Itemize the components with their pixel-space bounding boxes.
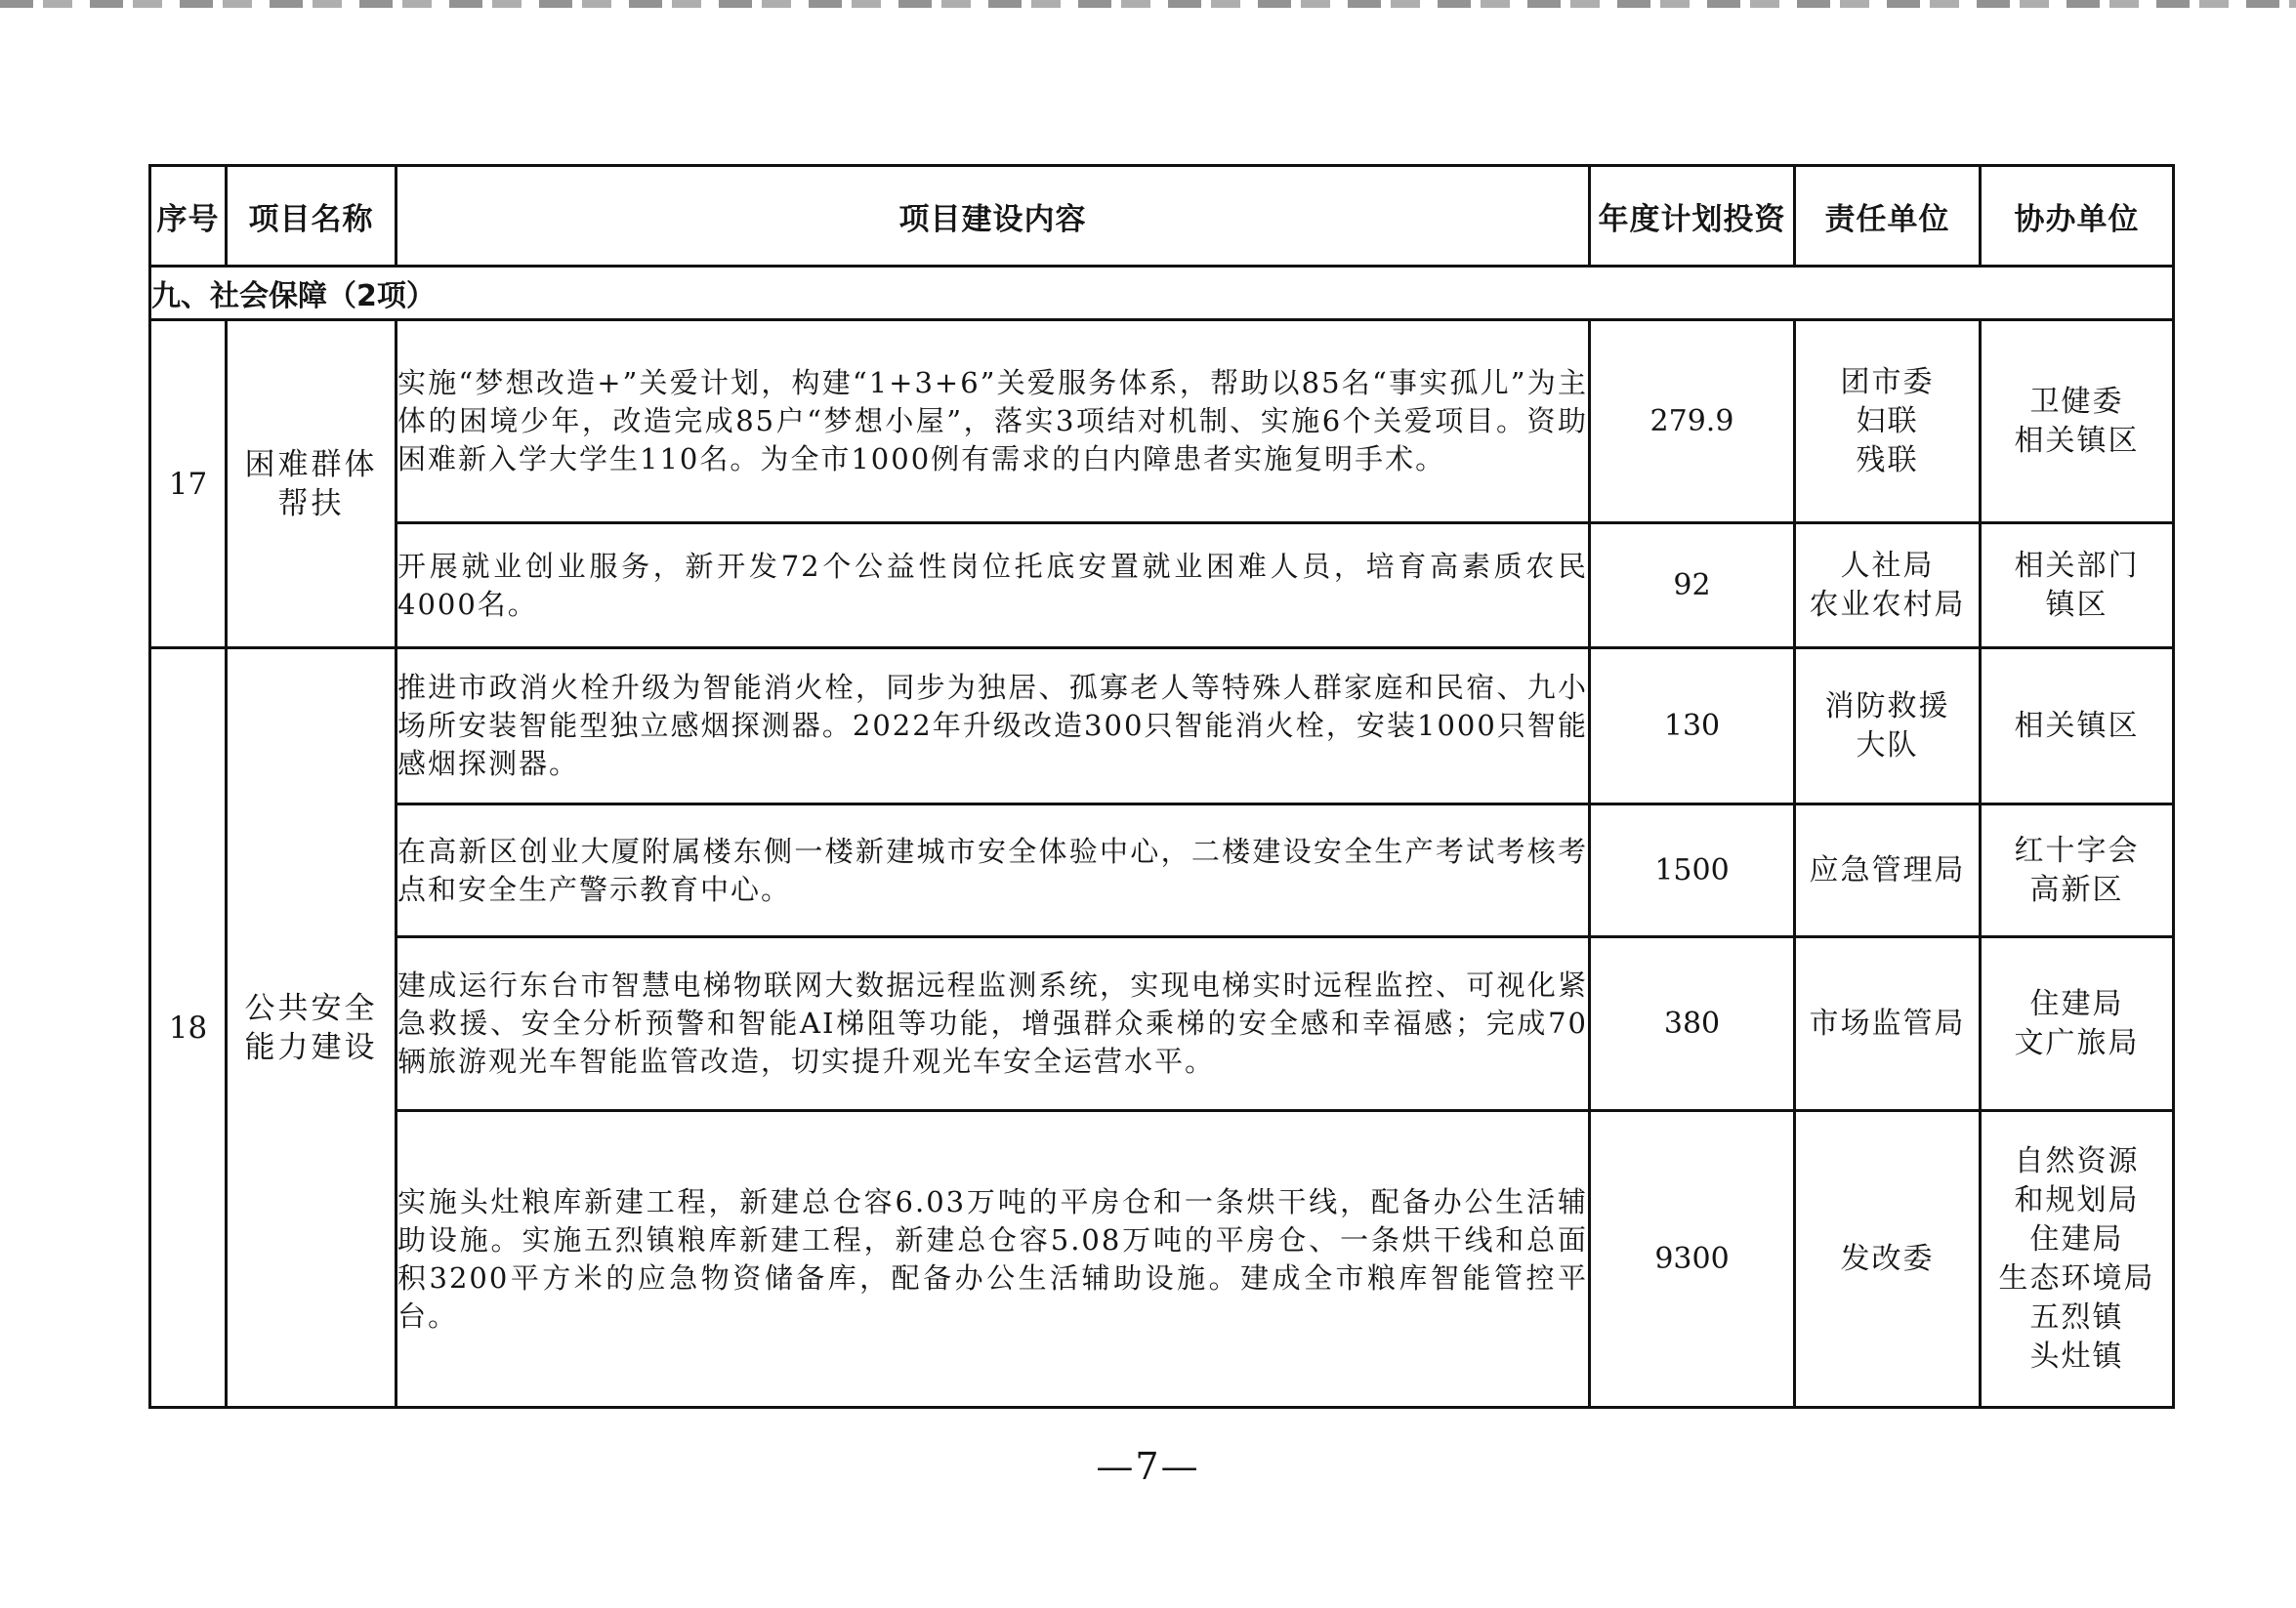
assisting-units <box>1981 804 2174 937</box>
assisting-unit: 镇区 <box>2045 587 2108 622</box>
project-name-line: 困难群体 <box>244 446 378 482</box>
project-content: 实施头灶粮库新建工程，新建总仓容6.03万吨的平房仓和一条烘干线，配备办公生活辅助设施。实施五烈镇粮库新建工程，新建总仓容5.08万吨的平房仓、一条烘干线和总面积3200平方米的应急物资储备库，配备办公生活辅助设施。建成全市粮库智能管控平台。 <box>397 1111 1590 1408</box>
project-content: 实施“梦想改造+”关爱计划，构建“1+3+6”关爱服务体系，帮助以85名“事实孤儿”为主体的困境少年，改造完成85户“梦想小屋”，落实3项结对机制、实施6个关爱项目。资助困难新入学大学生110名。为全市1000例有需求的白内障患者实施复明手术。 <box>397 320 1590 523</box>
page-number: —7— <box>1096 1445 1200 1488</box>
responsible-units <box>1795 523 1981 648</box>
section-title: 九、社会保障（2项） <box>150 267 2174 320</box>
responsible-unit: 大队 <box>1856 727 1919 763</box>
responsible-units <box>1795 648 1981 804</box>
section-row <box>150 267 2174 320</box>
assisting-unit: 自然资源 <box>2014 1143 2140 1178</box>
responsible-unit: 人社局 <box>1840 548 1935 583</box>
project-content: 建成运行东台市智慧电梯物联网大数据远程监测系统，实现电梯实时远程监控、可视化紧急救援、安全分析预警和智能AI梯阻等功能，增强群众乘梯的安全感和幸福感；完成70辆旅游观光车智能监管改造，切实提升观光车安全运营水平。 <box>397 937 1590 1111</box>
responsible-unit: 妇联 <box>1856 403 1919 438</box>
table-row <box>150 648 2174 804</box>
annual-investment: 279.9 <box>1590 320 1795 523</box>
table-row <box>150 937 2174 1111</box>
table-header-row <box>150 166 2174 267</box>
header-assisting: 协办单位 <box>1981 166 2174 267</box>
responsible-units <box>1795 937 1981 1111</box>
project-content: 推进市政消火栓升级为智能消火栓，同步为独居、孤寡老人等特殊人群家庭和民宿、九小场所安装智能型独立感烟探测器。2022年升级改造300只智能消火栓，安装1000只智能感烟探测器。 <box>397 648 1590 804</box>
project-number: 17 <box>150 320 227 648</box>
responsible-unit: 农业农村局 <box>1809 587 1966 622</box>
assisting-unit: 红十字会 <box>2014 833 2140 868</box>
project-content: 在高新区创业大厦附属楼东侧一楼新建城市安全体验中心，二楼建设安全生产考试考核考点和安全生产警示教育中心。 <box>397 804 1590 937</box>
responsible-units <box>1795 804 1981 937</box>
project-name <box>227 320 397 648</box>
table-row <box>150 320 2174 523</box>
header-investment: 年度计划投资 <box>1590 166 1795 267</box>
assisting-units <box>1981 320 2174 523</box>
annual-investment: 1500 <box>1590 804 1795 937</box>
assisting-unit: 相关镇区 <box>2014 423 2140 458</box>
table-row <box>150 1111 2174 1408</box>
assisting-unit: 相关镇区 <box>2014 708 2140 743</box>
responsible-units <box>1795 1111 1981 1408</box>
responsible-unit: 残联 <box>1856 442 1919 477</box>
assisting-unit: 住建局 <box>2029 986 2124 1021</box>
project-name-line: 能力建设 <box>244 1029 378 1065</box>
assisting-unit: 五烈镇 <box>2029 1299 2124 1335</box>
project-content: 开展就业创业服务，新开发72个公益性岗位托底安置就业困难人员，培育高素质农民4000名。 <box>397 523 1590 648</box>
annual-investment: 380 <box>1590 937 1795 1111</box>
project-name-line: 公共安全 <box>244 990 378 1026</box>
table-row <box>150 804 2174 937</box>
assisting-unit: 头灶镇 <box>2029 1339 2124 1374</box>
responsible-unit: 团市委 <box>1840 364 1935 399</box>
table-row <box>150 523 2174 648</box>
assisting-units <box>1981 648 2174 804</box>
assisting-unit: 住建局 <box>2029 1221 2124 1257</box>
assisting-unit: 生态环境局 <box>1998 1260 2155 1296</box>
project-table <box>148 164 2175 1409</box>
annual-investment: 130 <box>1590 648 1795 804</box>
responsible-unit: 消防救援 <box>1824 688 1950 723</box>
project-name <box>227 648 397 1408</box>
header-content: 项目建设内容 <box>397 166 1590 267</box>
assisting-unit: 高新区 <box>2029 872 2124 907</box>
header-name: 项目名称 <box>227 166 397 267</box>
assisting-unit: 和规划局 <box>2014 1182 2140 1217</box>
responsible-unit: 市场监管局 <box>1809 1006 1966 1041</box>
assisting-unit: 卫健委 <box>2029 384 2124 419</box>
scan-edge-artifact <box>0 0 2296 8</box>
responsible-unit: 发改委 <box>1840 1241 1935 1276</box>
header-no: 序号 <box>150 166 227 267</box>
assisting-units <box>1981 1111 2174 1408</box>
responsible-unit: 应急管理局 <box>1809 852 1966 887</box>
assisting-units <box>1981 937 2174 1111</box>
assisting-unit: 相关部门 <box>2014 548 2140 583</box>
assisting-units <box>1981 523 2174 648</box>
annual-investment: 9300 <box>1590 1111 1795 1408</box>
project-name-line: 帮扶 <box>277 485 345 521</box>
assisting-unit: 文广旅局 <box>2014 1025 2140 1060</box>
responsible-units <box>1795 320 1981 523</box>
header-responsible: 责任单位 <box>1795 166 1981 267</box>
project-number: 18 <box>150 648 227 1408</box>
annual-investment: 92 <box>1590 523 1795 648</box>
